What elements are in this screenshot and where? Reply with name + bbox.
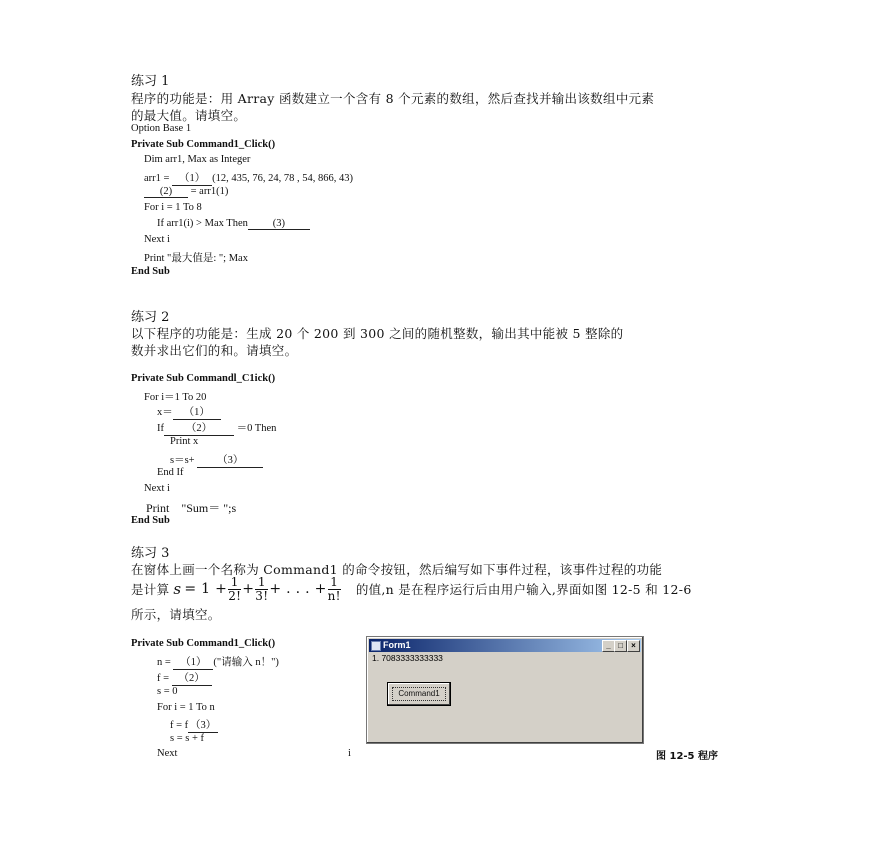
ex2-if-line (157, 420, 276, 436)
ex1-max-line (144, 186, 228, 198)
ex1-dim: Dim arr1, Max as Integer (144, 154, 251, 165)
maximize-icon[interactable]: □ (614, 640, 627, 652)
ex3-title: 练习 3 (131, 546, 170, 561)
ex3-n-post: ("请输入 n！") (213, 657, 279, 668)
figure-caption: 图 12-5 程序 (656, 751, 718, 762)
close-icon[interactable]: × (627, 640, 640, 652)
ex2-title: 练习 2 (131, 310, 170, 325)
ex1-next: Next i (144, 234, 170, 245)
ex1-blank-3: (3) (248, 218, 310, 230)
minimize-icon[interactable]: _ (602, 640, 615, 652)
ex3-formula-line (131, 572, 692, 606)
ex3-for: For i = 1 To n (157, 702, 215, 713)
ex3-formula-plus: + (242, 581, 255, 597)
ex3-fraction-3 (328, 576, 341, 603)
ex3-s-init: s = 0 (157, 686, 178, 697)
ex2-sub-header: Private Sub Commandl_C1ick() (131, 373, 276, 384)
ex1-desc-line1: 程序的功能是：用 Array 函数建立一个含有 8 个元素的数组，然后查找并输出该数组中元素 (131, 91, 655, 106)
ex3-n-pre: n = (157, 657, 171, 668)
ex1-option-base: Option Base 1 (131, 123, 192, 134)
form1-output-text: 1. 7083333333333 (372, 653, 443, 663)
ex3-next-i: i (348, 748, 351, 759)
ex3-ss: s = s + f (170, 733, 205, 744)
ex3-formula-dots: + . . . + (269, 581, 327, 597)
ex1-desc-line2: 的最大值。请填空。 (131, 108, 247, 123)
ex3-n-line (157, 654, 279, 670)
command1-button-label: Command1 (392, 687, 446, 701)
ex1-arr-post: (12, 435, 76, 24, 78 , 54, 866, 43) (212, 173, 353, 184)
ex3-frac2-den: 3! (255, 588, 269, 603)
ex3-fraction-2 (255, 576, 268, 603)
ex2-end-sub: End Sub (131, 515, 170, 526)
ex1-end-sub: End Sub (131, 266, 170, 277)
ex2-end-if: End If (157, 467, 184, 478)
ex2-s-line (170, 452, 263, 468)
ex3-f-line (157, 670, 212, 686)
ex2-desc-line1: 以下程序的功能是：生成 20 个 200 到 300 之间的随机整数，输出其中能被 5 整除的 (131, 326, 624, 341)
ex3-desc-line1: 在窗体上画一个名称为 Command1 的命令按钮，然后编写如下事件过程，该事件过程的功能 (131, 562, 663, 577)
ex1-blank-1: （1） (172, 170, 212, 186)
ex2-if-post: ＝0 Then (236, 423, 277, 434)
command1-button[interactable] (387, 682, 451, 706)
ex3-blank-3: （3） (188, 717, 218, 733)
ex2-blank-1: （1） (173, 404, 221, 420)
ex1-max-post: = arr1(1) (190, 186, 229, 197)
ex3-formula-s: s (173, 580, 182, 598)
ex3-ff-pre: f = f (170, 720, 189, 731)
ex1-print: Print "最大值是: "; Max (144, 253, 248, 264)
ex3-sub-header: Private Sub Command1_Click() (131, 638, 276, 649)
ex3-f-pre: f = (157, 673, 170, 684)
form1-title: Form1 (383, 640, 411, 650)
ex2-x-line (157, 404, 221, 420)
ex2-s-pre: s＝s+ (170, 455, 195, 466)
ex1-for: For i = 1 To 8 (144, 202, 202, 213)
form1-titlebar[interactable] (369, 639, 641, 652)
ex3-next: Next (157, 748, 178, 759)
form-icon (371, 641, 381, 651)
ex3-frac3-num: 1 (328, 576, 341, 590)
ex2-for: For i＝1 To 20 (144, 392, 207, 403)
ex2-x-pre: x＝ (157, 407, 173, 418)
ex2-blank-2: （2） (164, 420, 234, 436)
ex3-fraction-1 (228, 576, 241, 603)
ex1-arr-pre: arr1 = (144, 173, 170, 184)
ex2-next: Next i (144, 483, 170, 494)
ex3-ff-line (170, 717, 218, 733)
ex3-frac1-den: 2! (228, 588, 242, 603)
ex2-blank-3: （3） (197, 452, 263, 468)
ex3-frac2-num: 1 (255, 576, 268, 590)
ex3-frac1-num: 1 (228, 576, 241, 590)
ex1-if-line (157, 218, 310, 230)
ex3-frac3-den: n! (327, 588, 341, 603)
ex2-desc-line2: 数并求出它们的和。请填空。 (131, 343, 298, 358)
ex2-print: Print "Sum＝ ";s (146, 501, 237, 515)
ex1-blank-2: (2) (144, 186, 188, 198)
ex3-formula-pre: 是计算 (131, 582, 170, 597)
ex3-desc-line3: 所示，请填空。 (131, 607, 221, 622)
ex1-sub-header: Private Sub Command1_Click() (131, 139, 276, 150)
ex3-formula-eq: = 1 + (184, 581, 228, 597)
ex3-blank-1: （1） (173, 654, 213, 670)
ex2-if-pre: If (157, 423, 164, 434)
form1-window (366, 636, 644, 744)
ex1-if-pre: If arr1(i) > Max Then (157, 218, 248, 229)
ex3-blank-2: （2） (172, 670, 212, 686)
ex1-arr-line (144, 170, 353, 186)
ex3-formula-post: 的值,n 是在程序运行后由用户输入,界面如图 12-5 和 12-6 (355, 582, 692, 597)
ex1-title: 练习 1 (131, 74, 170, 89)
ex2-print-x: Print x (170, 436, 199, 447)
